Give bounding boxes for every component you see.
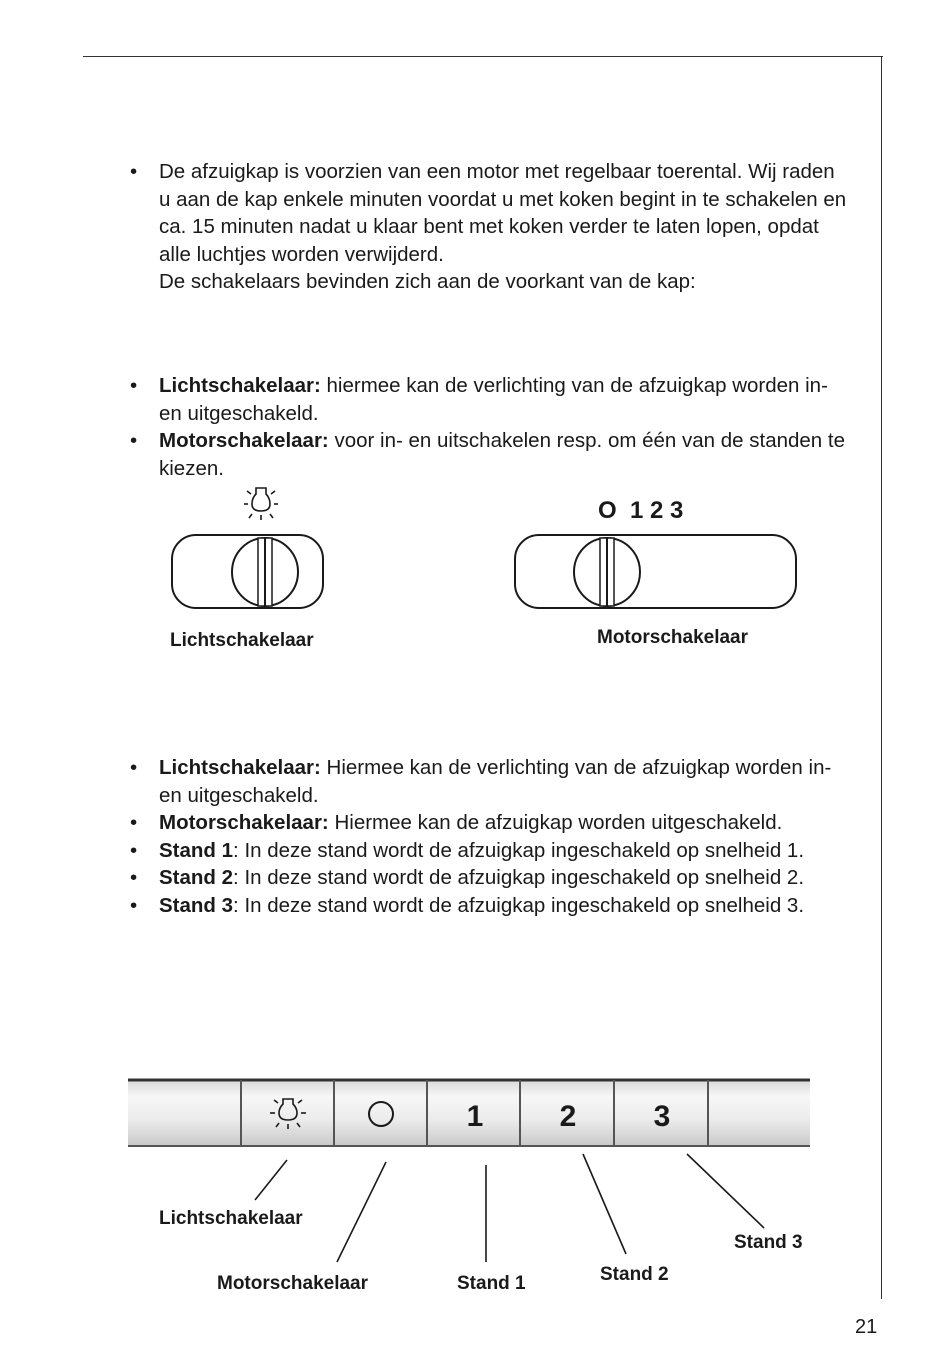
button-panel-diagram bbox=[0, 1070, 950, 1310]
description: : In deze stand wordt de afzuigkap ingeschakeld op snelheid 2. bbox=[233, 866, 805, 889]
list-item bbox=[130, 809, 850, 837]
list-item bbox=[130, 372, 850, 427]
callout-stand1-label: Stand 1 bbox=[457, 1273, 526, 1294]
top-rule bbox=[83, 56, 883, 57]
button-3-label: 3 bbox=[653, 1100, 671, 1133]
description: Hiermee kan de verlichting van de afzuigkap worden in- en uitgeschakeld. bbox=[159, 756, 832, 807]
switch-diagram bbox=[0, 480, 950, 630]
list-item bbox=[130, 427, 850, 482]
term: Stand 3 bbox=[159, 893, 234, 917]
description: Hiermee kan de afzuigkap worden uitgeschakeld. bbox=[328, 811, 783, 834]
button-1-label: 1 bbox=[466, 1100, 484, 1133]
light-switch bbox=[172, 535, 323, 608]
list-item bbox=[130, 864, 850, 892]
intro-item bbox=[130, 158, 850, 296]
callout-stand3-label: Stand 3 bbox=[734, 1232, 803, 1253]
switches-list bbox=[130, 372, 850, 482]
intro-text-2: De schakelaars bevinden zich aan de voorkant van de kap: bbox=[159, 270, 696, 293]
callout-stand2-label: Stand 2 bbox=[600, 1264, 669, 1285]
term: Motorschakelaar: bbox=[159, 429, 329, 452]
list-item bbox=[130, 754, 850, 809]
term: Lichtschakelaar: bbox=[159, 374, 321, 397]
description: hiermee kan de verlichting van de afzuigkap worden in- en uitgeschakeld. bbox=[159, 374, 828, 425]
term: Stand 2 bbox=[159, 866, 234, 889]
motor-switch-label: Motorschakelaar bbox=[597, 627, 749, 648]
page-number: 21 bbox=[855, 1316, 878, 1338]
light-switch-label: Lichtschakelaar bbox=[170, 630, 314, 651]
intro-list bbox=[130, 158, 850, 296]
callout-motor-label: Motorschakelaar bbox=[217, 1273, 369, 1294]
description: : In deze stand wordt de afzuigkap ingeschakeld op snelheid 1. bbox=[233, 838, 805, 862]
description: : In deze stand wordt de afzuigkap ingeschakeld op snelheid 3. bbox=[233, 893, 805, 917]
buttons-list bbox=[130, 754, 850, 919]
list-item bbox=[130, 837, 850, 865]
intro-text: • De afzuigkap is voorzien van een motor met regelbaar toerental. Wij raden u aan de kap enkele minuten voordat u met koken begint in te schakelen en ca. 15 minuten nadat u klaar bent met koken verder te laten lopen, opdat alle luchtjes worden verwijderd. bbox=[159, 160, 847, 266]
description: voor in- en uitschakelen resp. om één van de standen te kiezen. bbox=[159, 429, 845, 480]
callout-light-label: Lichtschakelaar bbox=[159, 1208, 303, 1229]
motor-positions-label: O 1 2 3 bbox=[598, 497, 684, 524]
term: Motorschakelaar: bbox=[159, 811, 329, 834]
light-bulb-icon bbox=[244, 488, 278, 520]
callout-lines bbox=[255, 1154, 764, 1262]
button-2-label: 2 bbox=[559, 1100, 577, 1133]
motor-switch bbox=[515, 535, 796, 608]
term: Lichtschakelaar: bbox=[159, 756, 321, 779]
term: Stand 1 bbox=[159, 838, 234, 862]
list-item bbox=[130, 892, 850, 920]
